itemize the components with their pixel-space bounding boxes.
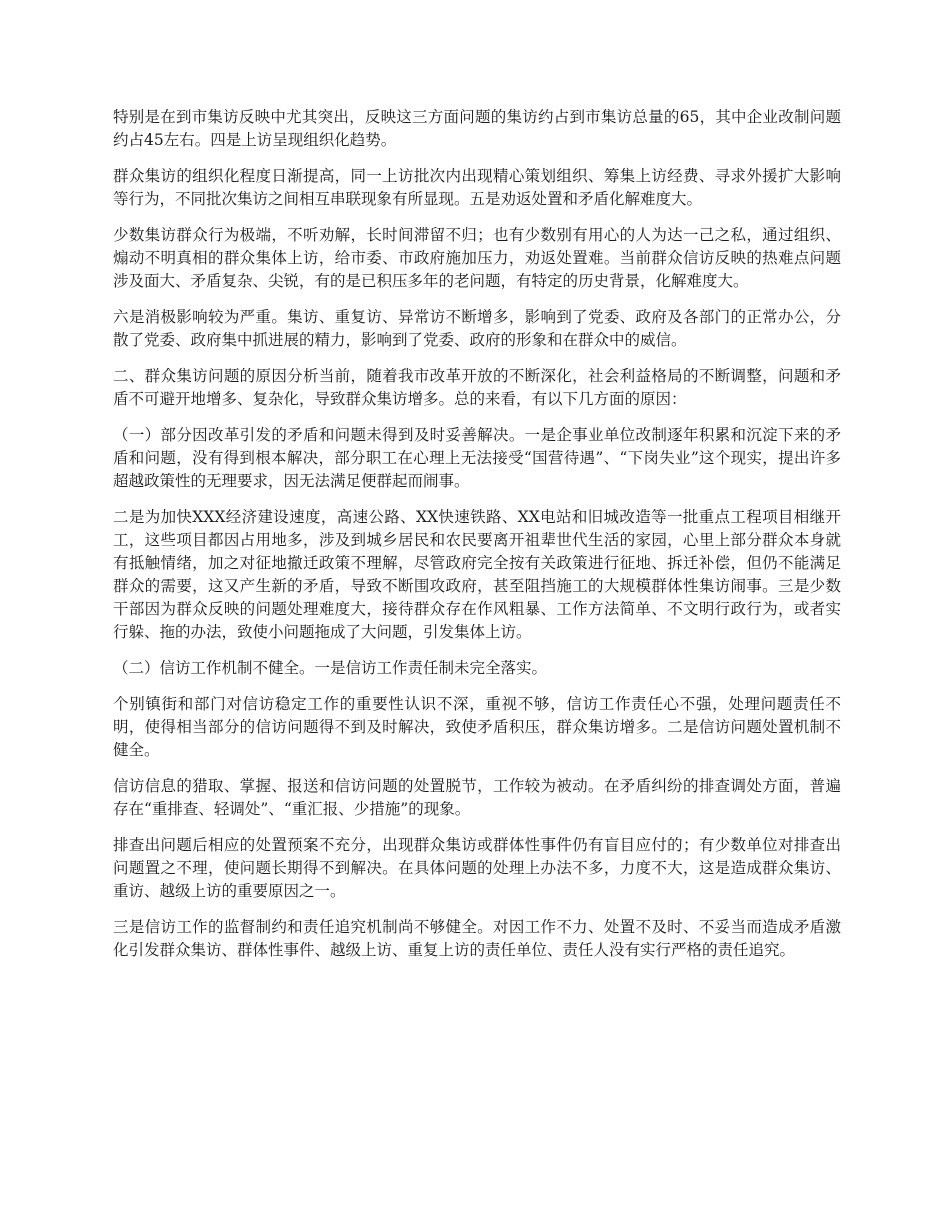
paragraph-12: 三是信访工作的监督制约和责任追究机制尚不够健全。对因工作不力、处置不及时、不妥当而造成矛盾激化引发群众集访、群体性事件、越级上访、重复上访的责任单位、责任人没有实行严格的责任追究。 (113, 918, 841, 959)
paragraph-5: 二、群众集访问题的原因分析当前，随着我市改革开放的不断深化，社会利益格局的不断调整，问题和矛盾不可避开地增多、复杂化，导致群众集访增多。总的来看，有以下几方面的原因： (113, 367, 841, 408)
paragraph-1: 特别是在到市集访反映中尤其突出，反映这三方面问题的集访约占到市集访总量的65，其中企业改制问题约占45左右。四是上访呈现组织化趋势。 (113, 108, 841, 149)
paragraph-3: 少数集访群众行为极端，不听劝解，长时间滞留不归；也有少数别有用心的人为达一己之私，通过组织、煽动不明真相的群众集体上访，给市委、市政府施加压力，劝返处置难。当前群众信访反映的热难点问题涉及面大、矛盾复杂、尖锐，有的是已积压多年的老问题，有特定的历史背景，化解难度大。 (113, 226, 841, 290)
paragraph-11: 排查出问题后相应的处置预案不充分，出现群众集访或群体性事件仍有盲目应付的；有少数单位对排查出问题置之不理，使问题长期得不到解决。在具体问题的处理上办法不多，力度不大，这是造成群众集访、重访、越级上访的重要原因之一。 (113, 836, 841, 900)
paragraph-7: 二是为加快XXX经济建设速度，高速公路、XX快速铁路、XX电站和旧城改造等一批重点工程项目相继开工，这些项目都因占用地多，涉及到城乡居民和农民要离开祖辈世代生活的家园，心里上部分群众本身就有抵触情绪，加之对征地撤迁政策不理解，尽管政府完全按有关政策进行征地、拆迁补偿，但仍不能满足群众的需要，这又产生新的矛盾，导致不断围攻政府，甚至阻挡施工的大规模群体性集访闹事。三是少数干部因为群众反映的问题处理难度大，接待群众存在作风粗暴、工作方法简单、不文明行政行为，或者实行躲、拖的办法，致使小问题拖成了大问题，引发集体上访。 (113, 508, 841, 641)
document-body (113, 106, 841, 975)
paragraph-9: 个别镇街和部门对信访稳定工作的重要性认识不深，重视不够，信访工作责任心不强，处理问题责任不明，使得相当部分的信访问题得不到及时解决，致使矛盾积压，群众集访增多。二是信访问题处置机制不健全。 (113, 695, 841, 759)
paragraph-4: 六是消极影响较为严重。集访、重复访、异常访不断增多，影响到了党委、政府及各部门的正常办公，分散了党委、政府集中抓进展的精力，影响到了党委、政府的形象和在群众中的威信。 (113, 308, 841, 349)
paragraph-8: （二）信访工作机制不健全。一是信访工作责任制未完全落实。 (113, 659, 548, 677)
paragraph-2: 群众集访的组织化程度日渐提高，同一上访批次内出现精心策划组织、筹集上访经费、寻求外援扩大影响等行为，不同批次集访之间相互串联现象有所显现。五是劝返处置和矛盾化解难度大。 (113, 167, 841, 208)
paragraph-10: 信访信息的猎取、掌握、报送和信访问题的处置脱节，工作较为被动。在矛盾纠纷的排查调处方面，普遍存在“重排查、轻调处”、“重汇报、少措施”的现象。 (113, 777, 841, 818)
paragraph-6: （一）部分因改革引发的矛盾和问题未得到及时妥善解决。一是企事业单位改制逐年积累和沉淀下来的矛盾和问题，没有得到根本解决，部分职工在心理上无法接受“国营待遇”、“下岗失业”这个现实，提出许多超越政策性的无理要求，因无法满足便群起而闹事。 (113, 426, 841, 490)
